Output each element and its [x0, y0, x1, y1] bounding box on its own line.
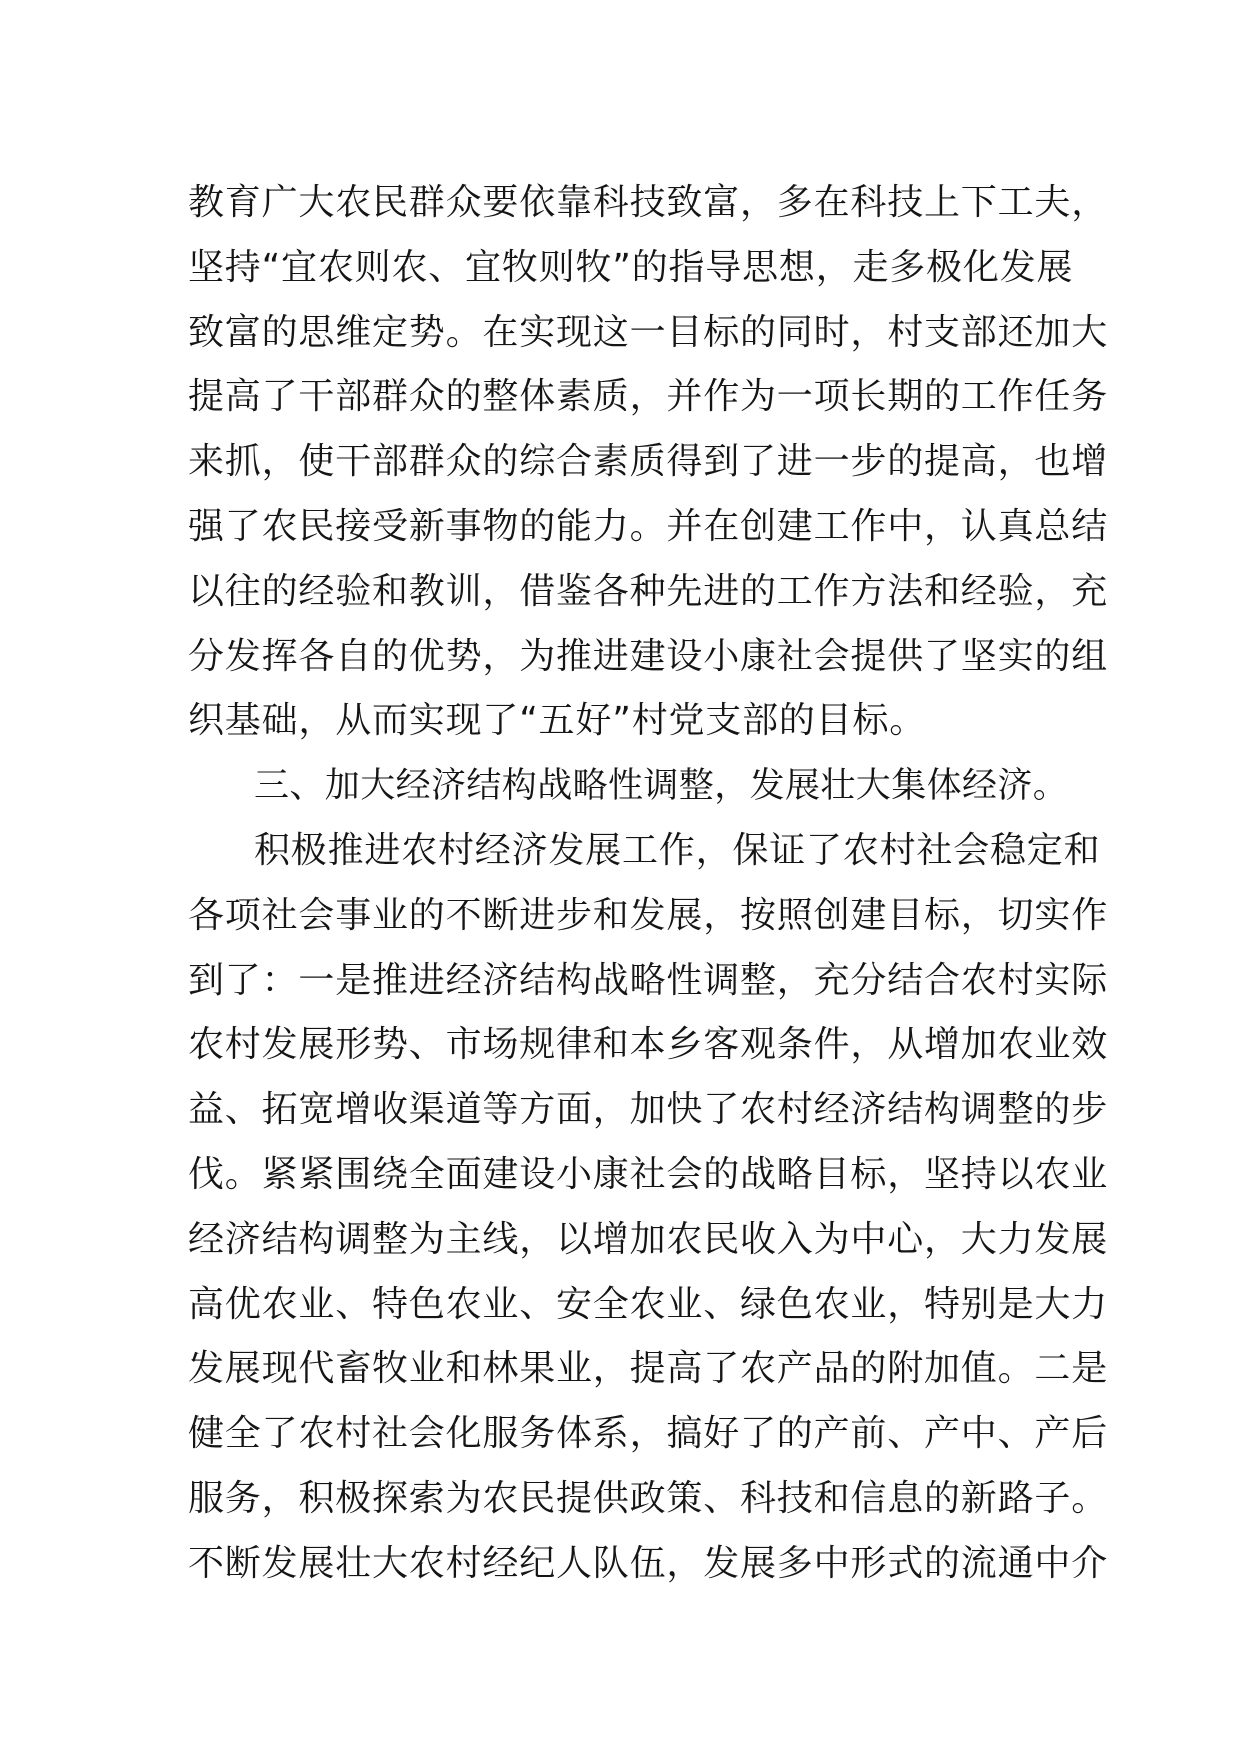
paragraph-line: 高优农业、特色农业、安全农业、绿色农业，特别是大力	[188, 1283, 1109, 1325]
paragraph-line: 伐。紧紧围绕全面建设小康社会的战略目标，坚持以农业	[188, 1153, 1109, 1195]
paragraph-line: 分发挥各自的优势，为推进建设小康社会提供了坚实的组	[188, 635, 1109, 677]
paragraph-line: 强了农民接受新事物的能力。并在创建工作中，认真总结	[188, 505, 1109, 547]
paragraph-line: 经济结构调整为主线，以增加农民收入为中心，大力发展	[188, 1218, 1109, 1260]
paragraph-first-line: 积极推进农村经济发展工作，保证了农村社会稳定和	[254, 829, 1101, 871]
paragraph-line: 农村发展形势、市场规律和本乡客观条件，从增加农业效	[188, 1024, 1109, 1066]
paragraph-line: 提高了干部群众的整体素质，并作为一项长期的工作任务	[188, 376, 1109, 418]
section-heading: 三、加大经济结构战略性调整，发展壮大集体经济。	[254, 766, 1069, 807]
paragraph-line: 益、拓宽增收渠道等方面，加快了农村经济结构调整的步	[188, 1089, 1109, 1131]
paragraph-line: 教育广大农民群众要依靠科技致富，多在科技上下工夫，	[188, 182, 1109, 223]
paragraph-line: 发展现代畜牧业和林果业，提高了农产品的附加值。二是	[188, 1348, 1109, 1390]
paragraph-line: 坚持“宜农则农、宜牧则牧”的指导思想，走多极化发展	[188, 246, 1074, 288]
paragraph-line: 服务，积极探索为农民提供政策、科技和信息的新路子。	[188, 1477, 1109, 1519]
paragraph-line: 致富的思维定势。在实现这一目标的同时，村支部还加大	[188, 311, 1109, 353]
paragraph-line: 健全了农村社会化服务体系，搞好了的产前、产中、产后	[188, 1413, 1109, 1455]
paragraph-line: 织基础，从而实现了“五好”村党支部的目标。	[188, 700, 927, 742]
paragraph-line: 各项社会事业的不断进步和发展，按照创建目标，切实作	[188, 894, 1109, 936]
paragraph-line: 到了：一是推进经济结构战略性调整，充分结合农村实际	[188, 959, 1109, 1001]
paragraph-line: 来抓，使干部群众的综合素质得到了进一步的提高，也增	[188, 441, 1109, 483]
paragraph-line: 不断发展壮大农村经纪人队伍，发展多中形式的流通中介	[188, 1542, 1109, 1584]
paragraph-line: 以往的经验和教训，借鉴各种先进的工作方法和经验，充	[188, 570, 1109, 612]
document-body	[188, 171, 1109, 1597]
